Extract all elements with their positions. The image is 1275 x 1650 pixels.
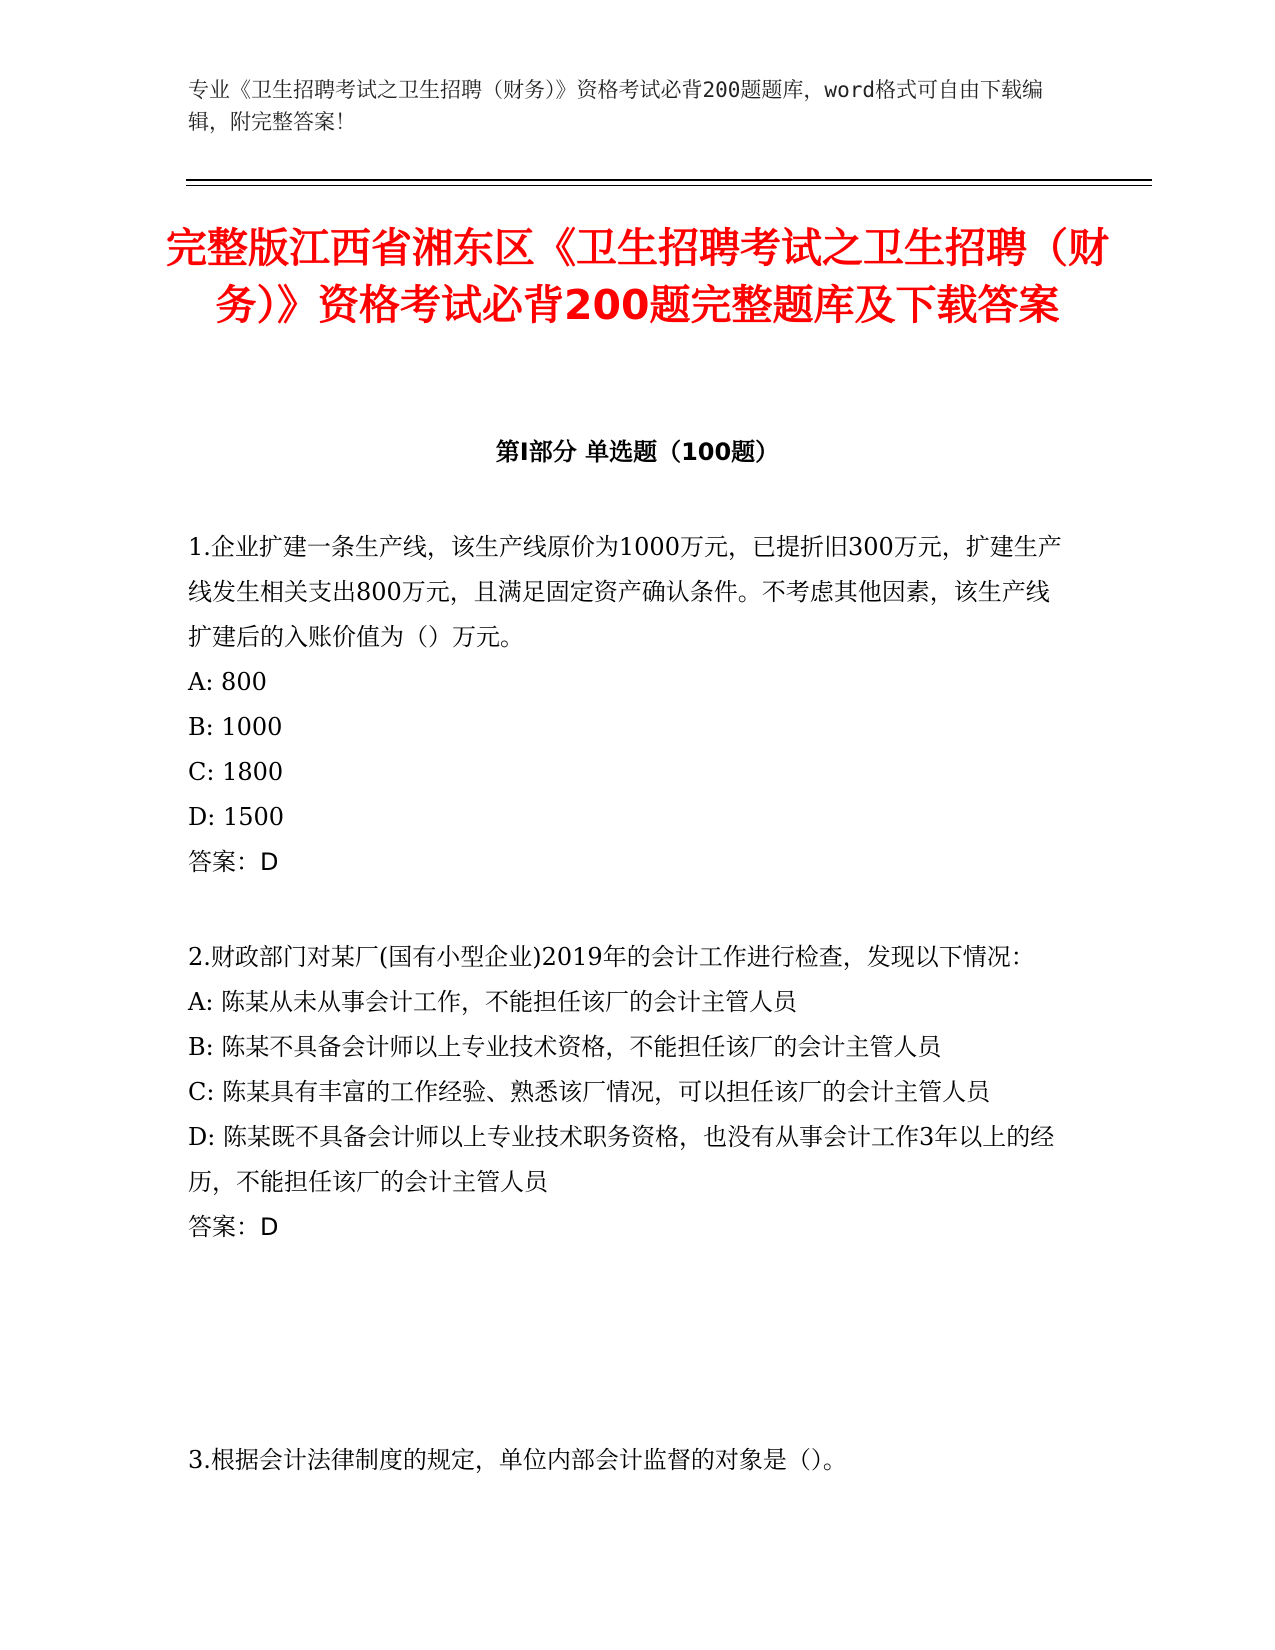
answer: 答案：D [188, 1213, 279, 1241]
option-a: A: 陈某从未从事会计工作，不能担任该厂的会计主管人员 [188, 988, 798, 1016]
option-d: D: 陈某既不具备会计师以上专业技术职务资格，也没有从事会计工作3年以上的经历，不能担任该厂的会计主管人员 [188, 1123, 1055, 1196]
section-title: 第Ⅰ部分 单选题（100题） [495, 438, 780, 466]
header-note: 专业《卫生招聘考试之卫生招聘（财务）》资格考试必背200题题库，word格式可自由下载编辑，附完整答案！ [188, 78, 1043, 134]
option-c: C: 陈某具有丰富的工作经验、熟悉该厂情况，可以担任该厂的会计主管人员 [188, 1078, 991, 1106]
option-d: D: 1500 [188, 803, 285, 831]
header-rule-thick [186, 179, 1152, 181]
option-a: A: 800 [188, 668, 267, 696]
question-3 [188, 1438, 1068, 1483]
question-2 [188, 935, 1068, 1250]
question-1 [188, 525, 1068, 885]
header-rule-thin [186, 185, 1152, 186]
answer: 答案：D [188, 848, 279, 876]
question-stem: 1.企业扩建一条生产线，该生产线原价为1000万元，已提折旧300万元，扩建生产线发生相关支出800万元，且满足固定资产确认条件。不考虑其他因素，该生产线扩建后的入账价值为（）万元。 [188, 533, 1062, 651]
document-title: 完整版江西省湘东区《卫生招聘考试之卫生招聘（财务）》资格考试必背200题完整题库及下载答案 [166, 224, 1109, 329]
question-stem: 2.财政部门对某厂(国有小型企业)2019年的会计工作进行检查，发现以下情况： [188, 943, 1035, 971]
option-b: B: 1000 [188, 713, 283, 741]
option-c: C: 1800 [188, 758, 284, 786]
option-b: B: 陈某不具备会计师以上专业技术资格，不能担任该厂的会计主管人员 [188, 1033, 942, 1061]
question-stem: 3.根据会计法律制度的规定，单位内部会计监督的对象是（）。 [188, 1446, 847, 1474]
